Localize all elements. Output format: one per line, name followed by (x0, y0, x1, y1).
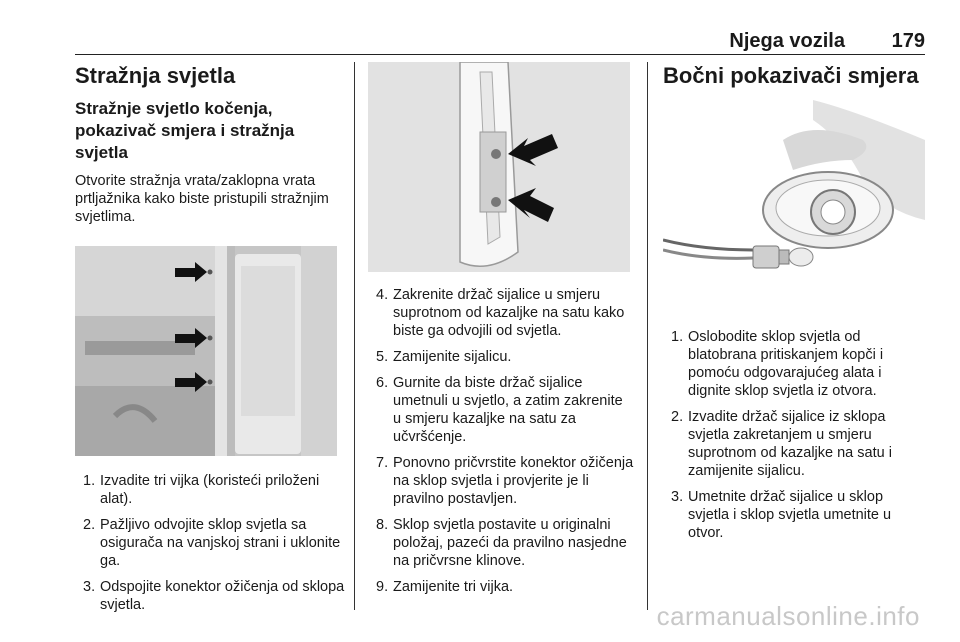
list-item: 6. Gurnite da biste držač sijalice umetnuli u svjetlo, a zatim zakrenite u smjeru kazaljke na satu za učvršćenje. (376, 375, 623, 445)
rear-light-illustration (75, 246, 337, 456)
list-item: 1. Izvadite tri vijka (koristeći priloženi alat). (83, 473, 320, 507)
list-item: 8. Sklop svjetla postavite u originalni položaj, pazeći da pravilno nasjedne na pričvrsne klinove. (376, 517, 627, 569)
side-indicator-illustration (663, 100, 925, 310)
right-column (663, 62, 925, 550)
list-item: 1. Oslobodite sklop svjetla od blatobrana pritiskanjem kopči i pomoću odgovarajućeg alata i dignite sklop svjetla iz otvora. (671, 329, 884, 399)
bulb-holder-illustration (368, 62, 630, 272)
watermark: carmanualsonline.info (656, 601, 920, 631)
list-item: 3. Umetnite držač sijalice u sklop svjetla i sklop svjetla umetnite u otvor. (671, 489, 892, 541)
subsection-title: Stražnje svjetlo kočenja, pokazivač smjera i stražnja svjetla (75, 99, 295, 162)
middle-column (368, 62, 634, 604)
list-item: 9. Zamijenite tri vijka. (376, 579, 514, 595)
middle-steps (368, 286, 634, 596)
list-item: 2. Izvadite držač sijalice iz sklopa svjetla zakretanjem u smjeru suprotnom od kazaljke na satu i zamijenite sijalicu. (671, 409, 892, 479)
intro-text: Otvorite stražnja vrata/zaklopna vrata prtljažnika kako biste pristupili stražnjim svjetlima. (75, 173, 329, 225)
left-column (75, 62, 345, 622)
list-item: 5. Zamijenite sijalicu. (376, 349, 512, 365)
section-name: Njega vozila (729, 30, 845, 52)
list-item: 2. Pažljivo odvojite sklop svjetla sa osigurača na vanjskoj strani i uklonite ga. (83, 517, 341, 569)
list-item: 4. Zakrenite držač sijalice u smjeru suprotnom od kazaljke na satu kako biste ga odvojili od svjetla. (376, 287, 625, 339)
section-title: Bočni pokazivači smjera (663, 63, 919, 88)
section-title: Stražnja svjetla (75, 63, 236, 88)
column-divider (354, 62, 355, 610)
list-item: 3. Odspojite konektor ožičenja od sklopa svjetla. (83, 579, 345, 613)
left-steps (75, 472, 345, 614)
page-number: 179 (891, 30, 925, 52)
page-header (75, 30, 925, 55)
list-item: 7. Ponovno pričvrstite konektor ožičenja na sklop svjetla i provjerite je li pravilno postavljen. (376, 455, 634, 507)
right-steps (663, 328, 925, 542)
column-divider (647, 62, 648, 610)
